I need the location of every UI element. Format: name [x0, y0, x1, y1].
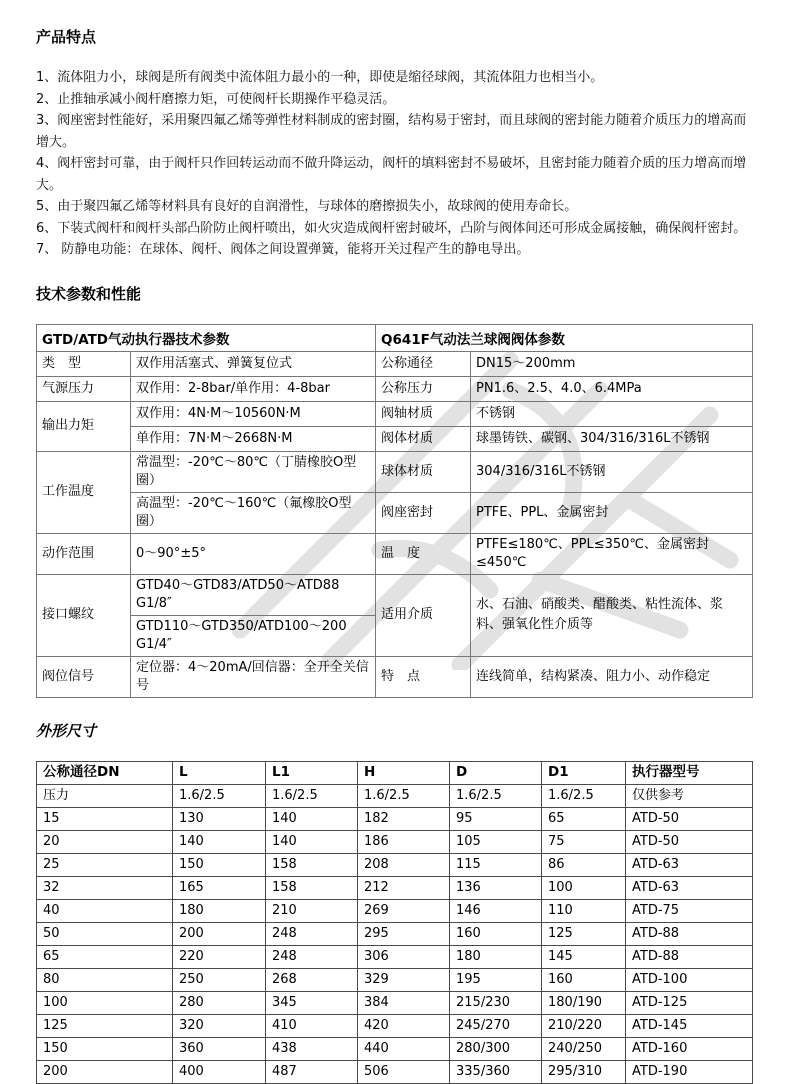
table-row [37, 656, 753, 697]
param-label: 工作温度 [37, 451, 131, 533]
table-cell: 100 [37, 991, 173, 1014]
table-header-row [37, 761, 753, 784]
param-value: 双作用：2-8bar/单作用：4-8bar [131, 376, 376, 401]
dims-table-body [37, 784, 753, 1083]
param-value: PTFE≤180℃、PPL≤350℃、金属密封≤450℃ [471, 533, 753, 574]
feature-item: 4、阀杆密封可靠，由于阀杆只作回转运动而不做升降运动，阀杆的填料密封不易破坏，且密封能力随着介质的压力增高而增大。 [36, 156, 747, 193]
feature-item: 1、流体阻力小，球阀是所有阀类中流体阻力最小的一种，即使是缩径球阀，其流体阻力也相当小。 [36, 70, 604, 85]
table-row [37, 533, 753, 574]
param-value: 0～90°±5° [131, 533, 376, 574]
param-label: 适用介质 [376, 574, 471, 656]
param-value: 双作用：4N·M～10560N·M [131, 401, 376, 426]
table-cell: 200 [37, 1060, 173, 1083]
table-cell: ATD-50 [626, 807, 753, 830]
table-cell: 125 [542, 922, 626, 945]
param-value: 球墨铸铁、碳钢、304/316/316L不锈钢 [471, 426, 753, 451]
param-label: 特 点 [376, 656, 471, 697]
param-value: 304/316/316L不锈钢 [471, 451, 753, 492]
table-cell: 32 [37, 876, 173, 899]
table-cell: 210/220 [542, 1014, 626, 1037]
param-label: 阀体材质 [376, 426, 471, 451]
table-cell: 210 [266, 899, 358, 922]
table-cell: 182 [358, 807, 450, 830]
table-cell: 280 [173, 991, 266, 1014]
table-cell: ATD-125 [626, 991, 753, 1014]
tech-params-table [36, 324, 753, 698]
table-row [37, 1037, 753, 1060]
table-row [37, 922, 753, 945]
table-cell: 250 [173, 968, 266, 991]
table-cell: 158 [266, 876, 358, 899]
table-cell: ATD-145 [626, 1014, 753, 1037]
table-cell: ATD-75 [626, 899, 753, 922]
table-cell: 200 [173, 922, 266, 945]
table-row [37, 426, 753, 451]
table-row [37, 492, 753, 533]
table-cell: ATD-88 [626, 945, 753, 968]
feature-item: 7、 防静电功能：在球体、阀杆、阀体之间设置弹簧，能将开关过程产生的静电导出。 [36, 242, 530, 257]
tech-left-header: GTD/ATD气动执行器技术参数 [37, 324, 376, 351]
feature-item: 6、下装式阀杆和阀杆头部凸阶防止阀杆喷出，如火灾造成阀杆密封破坏，凸阶与阀体间还可形成金属接触，确保阀杆密封。 [36, 220, 747, 236]
table-cell: 146 [450, 899, 542, 922]
table-cell: 仅供参考 [626, 784, 753, 807]
table-cell: 420 [358, 1014, 450, 1037]
table-cell: 136 [450, 876, 542, 899]
table-cell: 1.6/2.5 [450, 784, 542, 807]
table-cell: 180/190 [542, 991, 626, 1014]
param-label: 气源压力 [37, 376, 131, 401]
table-cell: 105 [450, 830, 542, 853]
table-cell: 268 [266, 968, 358, 991]
table-cell: 125 [37, 1014, 173, 1037]
param-label: 动作范围 [37, 533, 131, 574]
table-cell: 220 [173, 945, 266, 968]
feature-item: 3、阀座密封性能好，采用聚四氟乙烯等弹性材料制成的密封圈，结构易于密封，而且球阀的密封能力随着介质压力的增高而增大。 [36, 113, 747, 150]
table-cell: 80 [37, 968, 173, 991]
table-cell: 345 [266, 991, 358, 1014]
table-row [37, 574, 753, 615]
column-header: 执行器型号 [626, 761, 753, 784]
param-label: 类 型 [37, 351, 131, 376]
param-label: 公称压力 [376, 376, 471, 401]
param-label: 阀轴材质 [376, 401, 471, 426]
features-heading: 产品特点 [36, 28, 97, 46]
table-cell: 65 [37, 945, 173, 968]
table-row [37, 945, 753, 968]
column-header: D [450, 761, 542, 784]
table-cell: 86 [542, 853, 626, 876]
table-cell: ATD-190 [626, 1060, 753, 1083]
table-cell: 40 [37, 899, 173, 922]
table-cell: 140 [173, 830, 266, 853]
table-cell: ATD-160 [626, 1037, 753, 1060]
param-value: 定位器：4～20mA/回信器：全开全关信号 [131, 656, 376, 697]
table-cell: 215/230 [450, 991, 542, 1014]
param-value: 连线简单，结构紧凑、阻力小、动作稳定 [471, 656, 753, 697]
table-cell: 158 [266, 853, 358, 876]
table-cell: 95 [450, 807, 542, 830]
param-value: 水、石油、硝酸类、醋酸类、粘性流体、浆料、强氧化性介质等 [471, 574, 753, 656]
table-cell: 245/270 [450, 1014, 542, 1037]
table-cell: 306 [358, 945, 450, 968]
param-label: 阀位信号 [37, 656, 131, 697]
table-cell: 440 [358, 1037, 450, 1060]
param-label: 温 度 [376, 533, 471, 574]
table-cell: 1.6/2.5 [358, 784, 450, 807]
param-label: 球体材质 [376, 451, 471, 492]
table-cell: 335/360 [450, 1060, 542, 1083]
table-cell: 130 [173, 807, 266, 830]
column-header: D1 [542, 761, 626, 784]
table-cell: 140 [266, 830, 358, 853]
table-cell: 150 [173, 853, 266, 876]
column-header: L1 [266, 761, 358, 784]
dimensions-table [36, 761, 753, 1084]
table-cell: ATD-100 [626, 968, 753, 991]
table-cell: 110 [542, 899, 626, 922]
table-cell: ATD-63 [626, 853, 753, 876]
param-label: 阀座密封 [376, 492, 471, 533]
feature-item: 5、由于聚四氟乙烯等材料具有良好的自润滑性，与球体的磨擦损失小，故球阀的使用寿命长。 [36, 199, 578, 214]
table-cell: 140 [266, 807, 358, 830]
table-row [37, 1014, 753, 1037]
feature-item: 2、止推轴承减小阀杆磨擦力矩，可使阀杆长期操作平稳灵活。 [36, 91, 396, 107]
table-cell: 115 [450, 853, 542, 876]
param-value: PN1.6、2.5、4.0、6.4MPa [471, 376, 753, 401]
features-list [36, 67, 754, 261]
column-header: 公称通径DN [37, 761, 173, 784]
table-row [37, 324, 753, 351]
column-header: H [358, 761, 450, 784]
param-value: GTD40～GTD83/ATD50～ATD88 G1/8″ [131, 574, 376, 615]
table-row [37, 351, 753, 376]
table-cell: 75 [542, 830, 626, 853]
table-cell: 195 [450, 968, 542, 991]
param-value: 不锈钢 [471, 401, 753, 426]
param-value: DN15～200mm [471, 351, 753, 376]
table-row [37, 899, 753, 922]
param-value: GTD110～GTD350/ATD100～200 G1/4″ [131, 615, 376, 656]
table-cell: 360 [173, 1037, 266, 1060]
table-row [37, 876, 753, 899]
tech-params-heading: 技术参数和性能 [36, 284, 142, 303]
table-row [37, 853, 753, 876]
dimensions-heading: 外形尺寸 [36, 721, 97, 740]
table-cell: 25 [37, 853, 173, 876]
table-cell: 295/310 [542, 1060, 626, 1083]
table-cell: 150 [37, 1037, 173, 1060]
table-cell: 384 [358, 991, 450, 1014]
param-label: 接口螺纹 [37, 574, 131, 656]
table-cell: 65 [542, 807, 626, 830]
table-cell: ATD-50 [626, 830, 753, 853]
table-cell: 487 [266, 1060, 358, 1083]
param-label: 公称通径 [376, 351, 471, 376]
table-cell: 329 [358, 968, 450, 991]
table-cell: 280/300 [450, 1037, 542, 1060]
table-row [37, 1060, 753, 1083]
table-cell: 180 [173, 899, 266, 922]
param-value: 单作用：7N·M～2668N·M [131, 426, 376, 451]
table-cell: 50 [37, 922, 173, 945]
table-cell: 186 [358, 830, 450, 853]
table-cell: 410 [266, 1014, 358, 1037]
table-cell: ATD-88 [626, 922, 753, 945]
table-cell: 295 [358, 922, 450, 945]
table-cell: 269 [358, 899, 450, 922]
table-row [37, 807, 753, 830]
table-row [37, 968, 753, 991]
table-row [37, 991, 753, 1014]
table-cell: 208 [358, 853, 450, 876]
param-value: PTFE、PPL、金属密封 [471, 492, 753, 533]
table-cell: 20 [37, 830, 173, 853]
table-row [37, 451, 753, 492]
table-row [37, 376, 753, 401]
table-cell: 1.6/2.5 [542, 784, 626, 807]
table-cell: 100 [542, 876, 626, 899]
table-cell: 248 [266, 922, 358, 945]
tech-right-header: Q641F气动法兰球阀阀体参数 [376, 324, 753, 351]
table-cell: 1.6/2.5 [173, 784, 266, 807]
table-cell: 160 [450, 922, 542, 945]
table-cell: 438 [266, 1037, 358, 1060]
column-header: L [173, 761, 266, 784]
table-cell: 240/250 [542, 1037, 626, 1060]
table-cell: 165 [173, 876, 266, 899]
table-cell: 15 [37, 807, 173, 830]
table-cell: 212 [358, 876, 450, 899]
table-cell: 压力 [37, 784, 173, 807]
table-cell: 160 [542, 968, 626, 991]
param-value: 双作用活塞式、弹簧复位式 [131, 351, 376, 376]
table-row [37, 830, 753, 853]
table-cell: 506 [358, 1060, 450, 1083]
table-cell: 180 [450, 945, 542, 968]
table-cell: 1.6/2.5 [266, 784, 358, 807]
table-cell: ATD-63 [626, 876, 753, 899]
param-value: 高温型：-20℃～160℃（氟橡胶O型圈） [131, 492, 376, 533]
param-value: 常温型：-20℃～80℃（丁腈橡胶O型圈） [131, 451, 376, 492]
table-row [37, 784, 753, 807]
param-label: 输出力矩 [37, 401, 131, 451]
table-cell: 248 [266, 945, 358, 968]
table-row [37, 401, 753, 426]
table-cell: 145 [542, 945, 626, 968]
table-cell: 320 [173, 1014, 266, 1037]
table-cell: 400 [173, 1060, 266, 1083]
